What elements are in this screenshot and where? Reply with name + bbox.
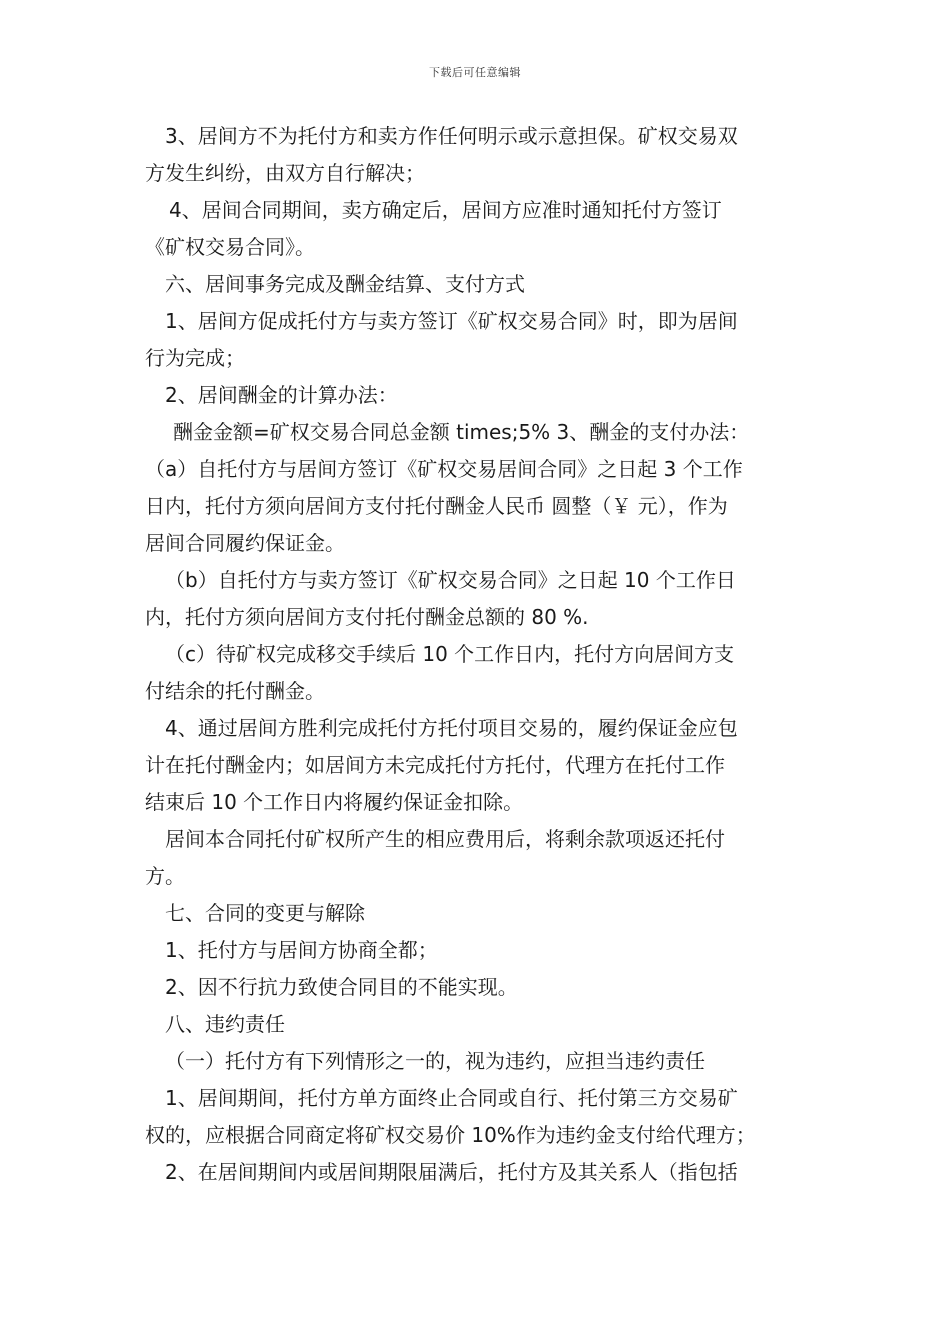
document-line: 2、在居间期间内或居间期限届满后，托付方及其关系人（指包括 bbox=[165, 1160, 738, 1184]
document-line: 方发生纠纷，由双方自行解决； bbox=[145, 161, 425, 185]
document-body bbox=[145, 118, 810, 1191]
document-line: 日内，托付方须向居间方支付托付酬金人民币 圆整（￥ 元），作为 bbox=[145, 494, 728, 518]
document-line: 行为完成； bbox=[145, 346, 245, 370]
document-line: 方。 bbox=[145, 864, 185, 888]
document-line: 《矿权交易合同》。 bbox=[145, 235, 315, 259]
document-line: （a）自托付方与居间方签订《矿权交易居间合同》之日起 3 个工作 bbox=[145, 457, 743, 481]
document-line: 4、通过居间方胜利完成托付方托付项目交易的，履约保证金应包 bbox=[165, 716, 738, 740]
document-line: 2、居间酬金的计算办法： bbox=[165, 383, 398, 407]
page-header: 下载后可任意编辑 bbox=[429, 66, 521, 79]
document-line: 六、居间事务完成及酬金结算、支付方式 bbox=[165, 272, 525, 296]
document-line: 3、居间方不为托付方和卖方作任何明示或示意担保。矿权交易双 bbox=[165, 124, 738, 148]
document-line: 居间合同履约保证金。 bbox=[145, 531, 345, 555]
document-line: 八、违约责任 bbox=[165, 1012, 285, 1036]
document-line: 居间本合同托付矿权所产生的相应费用后，将剩余款项返还托付 bbox=[165, 827, 725, 851]
document-line: 1、居间方促成托付方与卖方签订《矿权交易合同》时，即为居间 bbox=[165, 309, 738, 333]
document-line: 计在托付酬金内；如居间方未完成托付方托付，代理方在托付工作 bbox=[145, 753, 725, 777]
document-line: 2、因不行抗力致使合同目的不能实现。 bbox=[165, 975, 518, 999]
document-line: 酬金金额=矿权交易合同总金额 times;5% 3、酬金的支付办法： bbox=[173, 420, 750, 444]
document-line: 1、居间期间，托付方单方面终止合同或自行、托付第三方交易矿 bbox=[165, 1086, 738, 1110]
document-line: 付结余的托付酬金。 bbox=[145, 679, 325, 703]
document-line: （b）自托付方与卖方签订《矿权交易合同》之日起 10 个工作日 bbox=[165, 568, 736, 592]
document-line: （一）托付方有下列情形之一的，视为违约，应担当违约责任 bbox=[165, 1049, 705, 1073]
document-line: （c）待矿权完成移交手续后 10 个工作日内，托付方向居间方支 bbox=[165, 642, 735, 666]
document-line: 内，托付方须向居间方支付托付酬金总额的 80 %. bbox=[145, 605, 589, 629]
document-line: 结束后 10 个工作日内将履约保证金扣除。 bbox=[145, 790, 524, 814]
document-line: 七、合同的变更与解除 bbox=[165, 901, 365, 925]
document-line: 权的，应根据合同商定将矿权交易价 10%作为违约金支付给代理方； bbox=[145, 1123, 756, 1147]
document-line: 4、居间合同期间，卖方确定后，居间方应准时通知托付方签订 bbox=[169, 198, 722, 222]
document-line: 1、托付方与居间方协商全都； bbox=[165, 938, 438, 962]
